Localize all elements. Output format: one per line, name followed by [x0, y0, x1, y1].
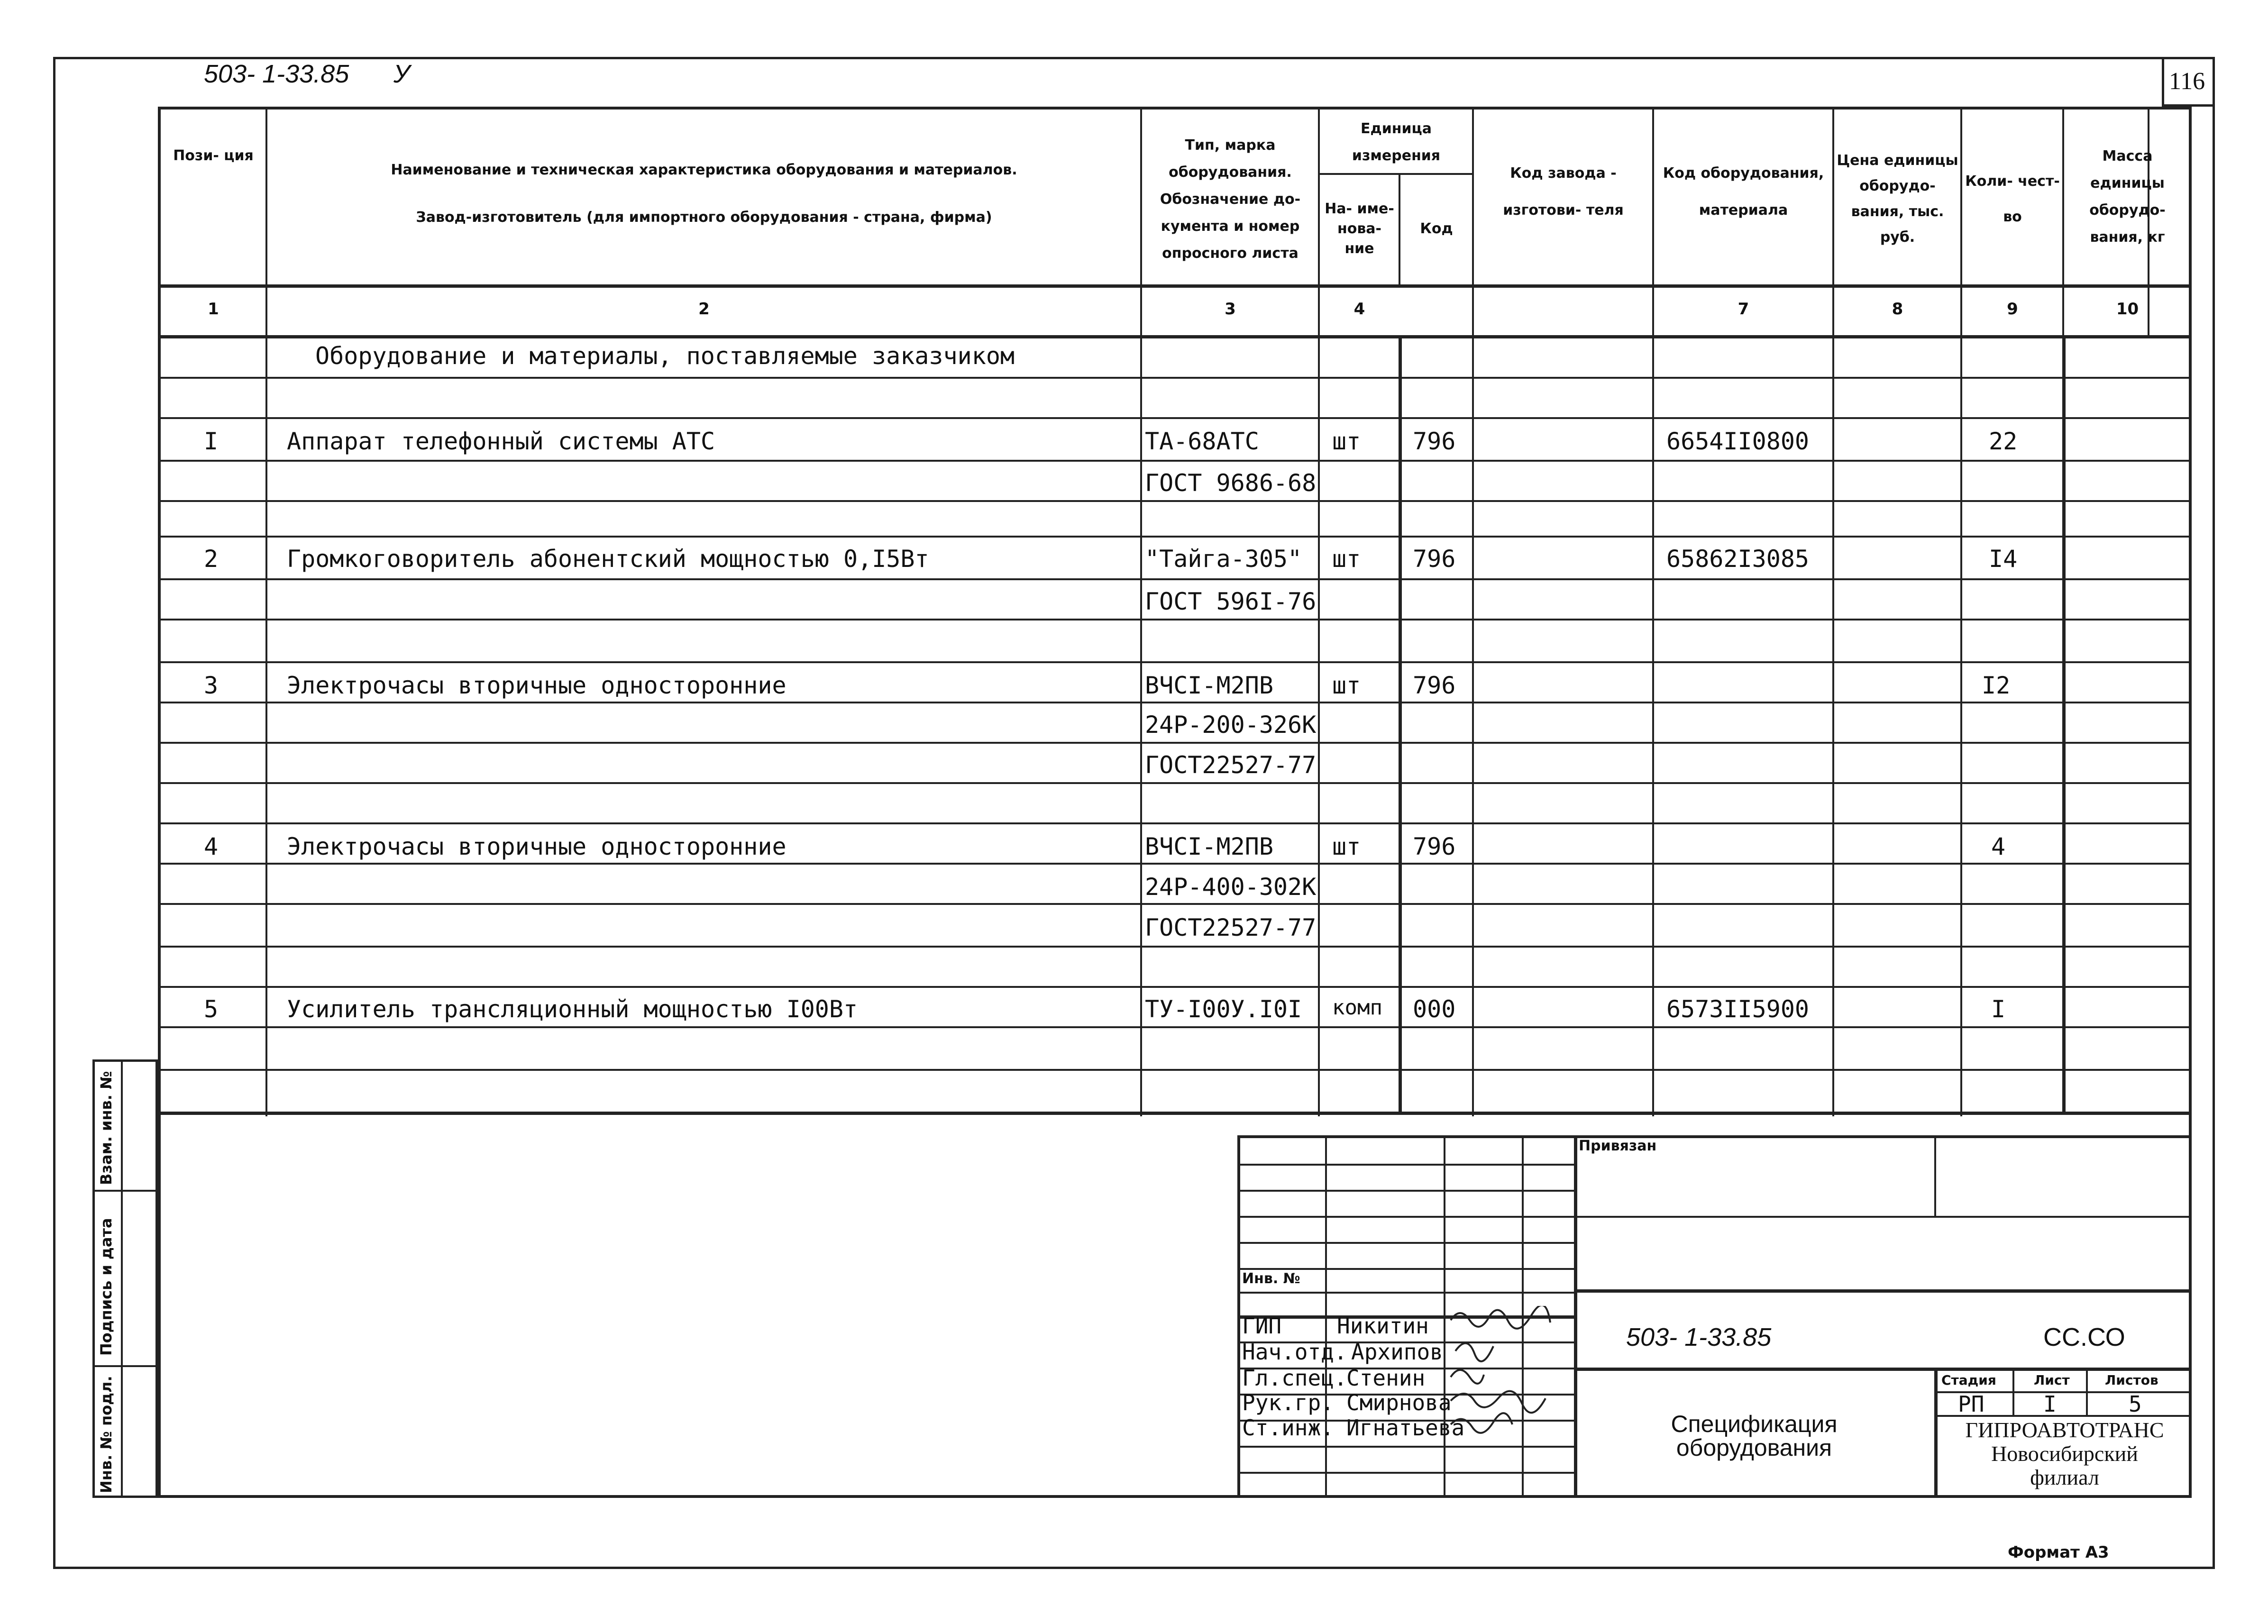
row-5-unit: комп: [1332, 995, 1382, 1020]
row-4-type: ВЧСI-М2ПВ: [1145, 833, 1273, 860]
row-5-name: Усилитель трансляционный мощностью I00Вт: [287, 995, 858, 1023]
row-4-unit-code: 796: [1413, 833, 1456, 860]
row-4-pos: 4: [204, 833, 219, 860]
stamp-name-4: Смирнова: [1346, 1390, 1452, 1415]
stamp-title-line1: Спецификация: [1671, 1411, 1838, 1437]
row-2-qty: I4: [1989, 545, 2018, 573]
stamp-role-3: Гл.спец.: [1242, 1365, 1347, 1391]
row-4-unit: шт: [1332, 833, 1361, 860]
stamp-stage-label: Стадия: [1941, 1372, 1996, 1388]
stamp-name-5: Игнатьева: [1346, 1415, 1465, 1441]
row-2-unit: шт: [1332, 545, 1361, 573]
stamp-inv-no: Инв. №: [1242, 1270, 1300, 1287]
row-3-qty: I2: [1982, 672, 2011, 699]
stamp-role-5: Ст.инж.: [1242, 1415, 1334, 1441]
col-number: 7: [1738, 300, 1749, 319]
stamp-role-4: Рук.гр.: [1242, 1390, 1334, 1415]
row-1-unit: шт: [1332, 428, 1361, 455]
col-number: 2: [698, 300, 710, 319]
stamp-sheets: 5: [2129, 1391, 2142, 1417]
side-label-vzam: Взам. инв. №: [97, 1071, 115, 1185]
row-3-unit-code: 796: [1413, 672, 1456, 699]
row-3-type: ВЧСI-М2ПВ: [1145, 672, 1273, 699]
stamp-title-line2: оборудования: [1676, 1434, 1832, 1461]
header-col4: На- име- нова- ние: [1325, 200, 1394, 257]
page-number: 116: [2169, 68, 2205, 95]
stamp-privyazan: Привязан: [1579, 1138, 1657, 1154]
row-5-type: ТУ-I00У.I0I: [1145, 995, 1302, 1023]
header-col10: Масса единицы оборудо- вания, кг: [2089, 148, 2166, 246]
col-number: 9: [2007, 300, 2018, 319]
header-col3: Тип, марка оборудования. Обозначение до- кумента и номер опросного листа: [1160, 137, 1301, 262]
row-3-name: Электрочасы вторичные односторонние: [287, 672, 786, 699]
header-col2-line2: Завод-изготовитель (для импортного оборудования - страна, фирма): [416, 209, 992, 226]
row-2-type-doc: ГОСТ 596I-76: [1145, 588, 1317, 615]
format-label: Формат А3: [2008, 1543, 2109, 1562]
row-4-name: Электрочасы вторичные односторонние: [287, 833, 786, 860]
row-1-pos: I: [204, 428, 219, 455]
row-1-type-doc: ГОСТ 9686-68: [1145, 469, 1317, 497]
header-col1: Пози- ция: [173, 147, 254, 164]
stamp-sheet-label: Лист: [2034, 1372, 2070, 1388]
doc-code-letter: У: [393, 60, 410, 88]
col-number: 10: [2116, 300, 2139, 319]
side-label-podpis: Подпись и дата: [97, 1218, 115, 1356]
col-number: 3: [1225, 300, 1236, 319]
row-4-type-doc: 24Р-400-302К: [1145, 873, 1317, 901]
header-unit-group: Единица измерения: [1352, 120, 1441, 164]
row-2-pos: 2: [204, 545, 219, 573]
row-5-qty: I: [1991, 995, 2006, 1023]
row-4-type-gost: ГОСТ22527-77: [1145, 914, 1317, 941]
row-4-qty: 4: [1991, 833, 2006, 860]
stamp-org-line1: ГИПРОАВТОТРАНС: [1965, 1418, 2164, 1442]
header-col8: Цена единицы оборудо- вания, тыс. руб.: [1837, 152, 1958, 246]
signatures-icon: [1441, 1306, 1574, 1448]
col-number: 1: [208, 300, 219, 319]
row-3-unit: шт: [1332, 672, 1361, 699]
col-number: 4: [1353, 300, 1365, 319]
row-1-equip-code: 6654II0800: [1666, 428, 1810, 455]
stamp-name-3: Стенин: [1346, 1365, 1426, 1391]
stamp-name-2: Архипов: [1351, 1339, 1443, 1365]
row-3-pos: 3: [204, 672, 219, 699]
header-col6: Код завода - изготови- теля: [1503, 165, 1624, 219]
stamp-org-line3: филиал: [2030, 1465, 2099, 1489]
row-1-qty: 22: [1989, 428, 2018, 455]
row-2-type: "Тайга-305": [1145, 545, 1302, 573]
row-1-name: Аппарат телефонный системы АТС: [287, 428, 715, 455]
header-col5: Код: [1420, 220, 1453, 237]
header-col2-line1: Наименование и техническая характеристика оборудования и материалов.: [391, 162, 1017, 178]
side-label-inv-podl: Инв. № подл.: [97, 1376, 115, 1493]
header-col9: Коли- чест- во: [1965, 173, 2060, 225]
doc-code: 503- 1-33.85: [204, 60, 349, 88]
section-title: Оборудование и материалы, поставляемые заказчиком: [315, 342, 1015, 370]
row-2-name: Громкоговоритель абонентский мощностью 0,I5Вт: [287, 545, 929, 573]
col-number: 8: [1892, 300, 1903, 319]
row-1-unit-code: 796: [1413, 428, 1456, 455]
stamp-role-2: Нач.отд.: [1242, 1339, 1347, 1365]
row-3-type-gost: ГОСТ22527-77: [1145, 751, 1317, 779]
stamp-doc-code: 503- 1-33.85: [1626, 1323, 1772, 1351]
row-5-unit-code: 000: [1413, 995, 1456, 1023]
stamp-sheet-code: СС.СО: [2043, 1323, 2125, 1351]
stamp-role-1: ГИП: [1242, 1313, 1282, 1339]
header-col7: Код оборудования, материала: [1663, 165, 1824, 219]
row-2-equip-code: 65862I3085: [1666, 545, 1810, 573]
stamp-sheet: I: [2043, 1391, 2057, 1417]
stamp-stage: РП: [1958, 1391, 1984, 1417]
stamp-name-1: Никитин: [1337, 1313, 1429, 1339]
stamp-org-line2: Новосибирский: [1991, 1442, 2138, 1466]
row-1-type: ТА-68АТС: [1145, 428, 1259, 455]
stamp-sheets-label: Листов: [2105, 1372, 2158, 1388]
row-2-unit-code: 796: [1413, 545, 1456, 573]
row-5-pos: 5: [204, 995, 219, 1023]
row-3-type-doc: 24Р-200-326К: [1145, 711, 1317, 739]
row-5-equip-code: 6573II5900: [1666, 995, 1810, 1023]
